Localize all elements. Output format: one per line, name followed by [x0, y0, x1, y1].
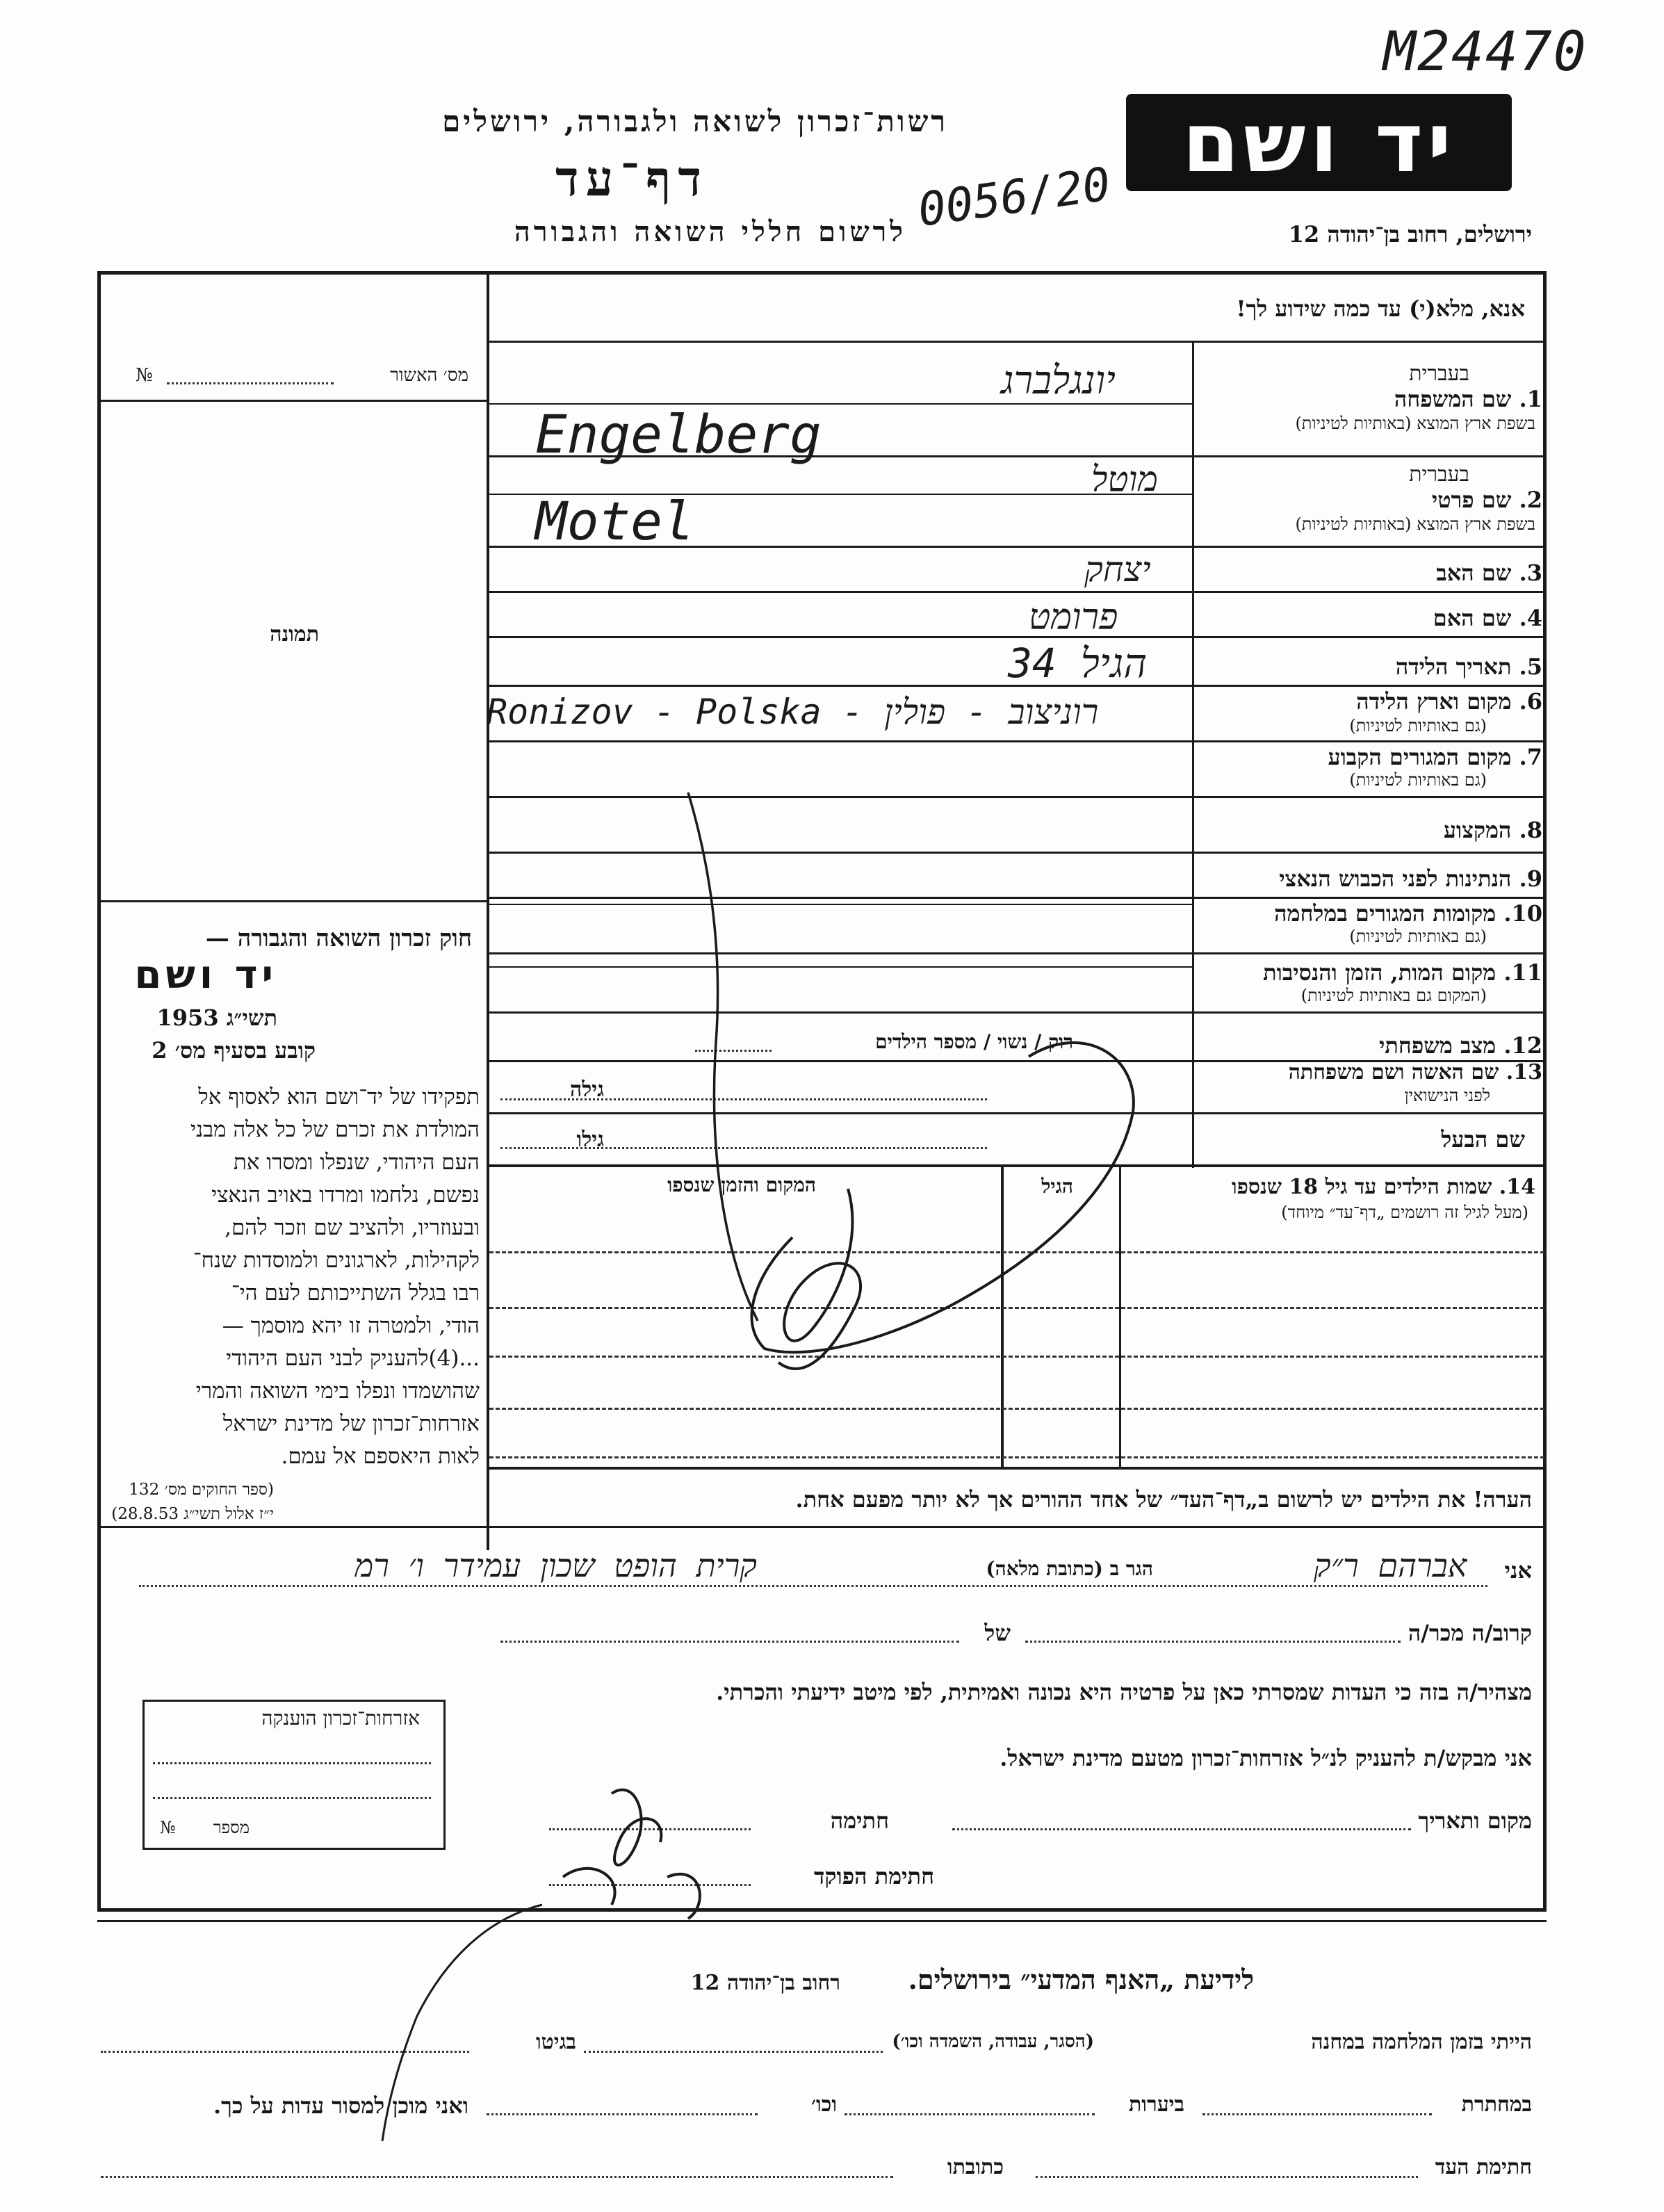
field-value-2-hebrew: מוטל: [1091, 459, 1159, 499]
loop-signature: [778, 1189, 860, 1369]
footer-title: לידיעת „האנף המדעי״ בירושלים.: [908, 1964, 1254, 1995]
decl-prefix: אני: [1504, 1557, 1532, 1584]
law-line: לקהילות, לארגונים ולמוסדות שנח־: [193, 1248, 480, 1273]
law-line: העם היהודי, שנפלו ומסרו את: [233, 1150, 480, 1175]
decl-address: קרית הופט שכון עמידר ו׳ רמ: [354, 1547, 757, 1584]
decl-relation: קרוב/ה מכר/ה: [1408, 1620, 1532, 1646]
field-value-5: הגיל 34: [1008, 640, 1148, 687]
field-value-2-latin: Motel: [535, 490, 694, 552]
field-text-3: שם האב: [1436, 560, 1512, 586]
footer-underground-line: [1202, 2113, 1432, 2115]
field-text-4: שם האם: [1433, 605, 1512, 631]
field-sub-7: (גם באותיות לטיניות): [1349, 770, 1487, 790]
vertical-signature: [688, 792, 758, 1321]
field-num-9: 9.: [1519, 865, 1542, 892]
field-sub-2: בשפת ארץ המוצא (באותיות לטיניות): [1295, 514, 1535, 534]
decl-statement: מצהיר/ה בזה כי העדות שמסרתי כאן על פרטיה היא נכונה ואמיתית, לפי מיטב ידיעתי והכרתי.: [716, 1679, 1532, 1705]
hebrew-tag-2: בעברית: [1409, 462, 1469, 487]
field-text-9: הנתינות לפני הכבוש הנאצי: [1279, 865, 1512, 892]
law-section: קובע בסעיף מס׳ 2: [152, 1037, 316, 1064]
field-value-3: יצחק: [1084, 549, 1151, 589]
archive-number: M24470: [1383, 21, 1588, 83]
field-num-1: 1.: [1519, 386, 1542, 412]
citizenship-title: אזרחות־זכרון הוענקה: [261, 1707, 420, 1730]
field-value-13: גילה: [569, 1077, 604, 1102]
citizenship-number-sign: №: [160, 1818, 176, 1837]
law-title: חוק זכרון השואה והגבורה —: [205, 925, 472, 952]
field-num-13: 13.: [1506, 1060, 1542, 1084]
approval-label: מס׳ האשור: [390, 365, 468, 386]
decl-name: אברהם ר״ק: [1314, 1547, 1467, 1584]
law-line: נפשם, נלחמו ומרדו באויב הנאצי: [211, 1182, 480, 1207]
footer-forests-line: [845, 2113, 1095, 2115]
footer-witness-address-line: [101, 2176, 893, 2178]
footer-camp-types: (הסגר, עבודה, השמדה וכו׳): [892, 2031, 1094, 2052]
footer-address: רחוב בן־יהודה 12: [690, 1971, 840, 1995]
law-line: רבו בגלל השתייכותם לעם הי־: [231, 1280, 480, 1306]
citizenship-number-label: מספר: [213, 1818, 250, 1837]
law-line: הודי, ולמטרה זו יהא מוסמך —: [222, 1313, 480, 1338]
field-sub-6: (גם באותיות לטיניות): [1349, 716, 1487, 735]
footer-underground: במחתרת: [1461, 2092, 1532, 2117]
field-text-8: המקצוע: [1443, 817, 1512, 843]
hebrew-tag-1: בעברית: [1409, 361, 1469, 386]
field-value-1-hebrew: יונגלברג: [1001, 358, 1116, 403]
authority-title: רשות־זכרון לשואה ולגבורה, ירושלים: [442, 104, 948, 138]
law-line: תפקידו של יד־ושם הוא לאסוף אל: [198, 1084, 480, 1109]
field-text-5: תאריך הלידה: [1395, 653, 1512, 680]
law-line: לאות היאספם אל עמם.: [281, 1444, 480, 1469]
law-line: ...(4)להעניק לבני העם היהודי: [226, 1346, 480, 1371]
field-text-7: מקום המגורים הקבוע: [1328, 744, 1512, 770]
children-num: 14.: [1499, 1175, 1535, 1199]
footer-witness-sig-line: [1036, 2176, 1418, 2178]
decl-request: אני מבקש/ת להעניק לנ״ל אזרחות־זכרון מטעם מדינת ישראל.: [1000, 1745, 1532, 1771]
photo-label: תמונה: [270, 622, 319, 646]
footer-etc: וכו׳: [811, 2092, 837, 2117]
witness-signature: [563, 1790, 700, 1919]
field-num-4: 4.: [1519, 605, 1542, 631]
field-num-10: 10.: [1503, 900, 1542, 927]
field-text-13: שם האשה ושם משפחתה: [1288, 1060, 1499, 1084]
field-value-husband: גילו: [576, 1128, 604, 1152]
official-signature-label: חתימת הפוקד: [814, 1863, 934, 1889]
field-label-husband: שם הבעל: [1441, 1126, 1525, 1153]
footer-etc-line: [487, 2113, 758, 2115]
field-text-1: שם המשפחה: [1394, 386, 1512, 412]
decl-mid: הגר ב (כתובת מלאה): [986, 1557, 1153, 1580]
field-value-4: פרומט: [1029, 596, 1118, 638]
note-text: הערה! את הילדים יש לרשום ב„דף־העד״ של אחד ההורים אך לא יותר מפעם אחת.: [795, 1486, 1532, 1513]
field-num-2: 2.: [1519, 487, 1542, 513]
field-sub-13: לפני הנישואין: [1404, 1086, 1490, 1105]
footer-ghetto-line: [101, 2051, 469, 2053]
footer-camp: הייתי בזמן המלחמה במחנה: [1311, 2030, 1532, 2054]
footer-ghetto: בגיטו: [535, 2030, 576, 2054]
field-value-6: Ronizov - Polska - רוניצוב - פולין: [487, 692, 1099, 732]
field-sub-11: (המקום גם באותיות לטיניות): [1300, 986, 1487, 1005]
children-col-place: המקום והזמן שנספו: [667, 1173, 816, 1196]
signature-label: חתימה: [830, 1807, 889, 1834]
field-text-6: מקום וארץ הלידה: [1356, 688, 1512, 715]
law-ref-2: י״ז אלול תשי״ג 28.8.53): [111, 1505, 274, 1523]
law-line: המולדת את זכרם של כל אלה מבני: [190, 1117, 480, 1142]
law-ref-1: (ספר החוקים מס׳ 132: [129, 1481, 274, 1499]
children-sub: (מעל לגיל זה רושמים „דף־עד״ מיוחד): [1281, 1203, 1528, 1222]
cross-signature: [751, 1043, 1133, 1352]
children-col-age: הגיל: [1041, 1175, 1073, 1198]
field-num-5: 5.: [1519, 653, 1542, 680]
field-num-12: 12.: [1503, 1032, 1542, 1059]
footer-ready: ואני מוכן למסור עדות על כך.: [213, 2092, 468, 2119]
field-sub-1: בשפת ארץ המוצא (באותיות לטיניות): [1295, 414, 1535, 433]
children-label-text: שמות הילדים עד גיל 18 שנספו: [1231, 1175, 1492, 1199]
field-num-3: 3.: [1519, 560, 1542, 586]
law-line: שהושמדו ונפלו בימי השואה והמרי: [195, 1379, 480, 1404]
footer-camp-line: [584, 2051, 883, 2053]
field-value-1-latin: Engelberg: [535, 403, 822, 465]
field-text-2: שם פרטי: [1431, 487, 1512, 513]
form-title: דף־עד: [555, 149, 708, 207]
field-text-10: מקומות המגורים במלחמה: [1274, 900, 1496, 927]
footer-witness-address: כתובתו: [947, 2155, 1004, 2179]
field-value-12: רוק / נשוי / מספר הילדים: [875, 1030, 1073, 1053]
decl-of: של: [984, 1620, 1011, 1646]
footer-witness-sig: חתימת העד: [1435, 2155, 1532, 2179]
field-num-11: 11.: [1503, 959, 1542, 986]
field-text-11: מקום המות, הזמן והנסיבות: [1263, 959, 1496, 986]
field-num-8: 8.: [1519, 817, 1542, 843]
form-number: 0056/20: [914, 157, 1114, 237]
logo-text: יד ושם: [1182, 95, 1456, 190]
field-sub-10: (גם באותיות לטיניות): [1349, 927, 1487, 946]
address: ירושלים, רחוב בן־יהודה 12: [1288, 221, 1532, 247]
approval-no: №: [136, 365, 153, 386]
form-subtitle: לרשום חללי השואה והגבורה: [514, 215, 906, 248]
law-line: אזרחות־זכרון של מדינת ישראל: [222, 1411, 480, 1436]
law-line: ובעוזריו, ולהציב שם וזכר להם,: [225, 1215, 480, 1240]
field-num-6: 6.: [1519, 688, 1542, 715]
law-year: תשי״ג 1953: [156, 1005, 277, 1031]
field-text-12: מצב משפחתי: [1379, 1032, 1496, 1059]
law-name: יד ושם: [134, 952, 277, 998]
place-date-label: מקום ותאריך: [1418, 1807, 1532, 1834]
footer-forests: ביערות: [1128, 2092, 1184, 2117]
instruction-text: אנא, מלא(י) עד כמה שידוע לך!: [1236, 295, 1525, 322]
field-num-7: 7.: [1519, 744, 1542, 770]
